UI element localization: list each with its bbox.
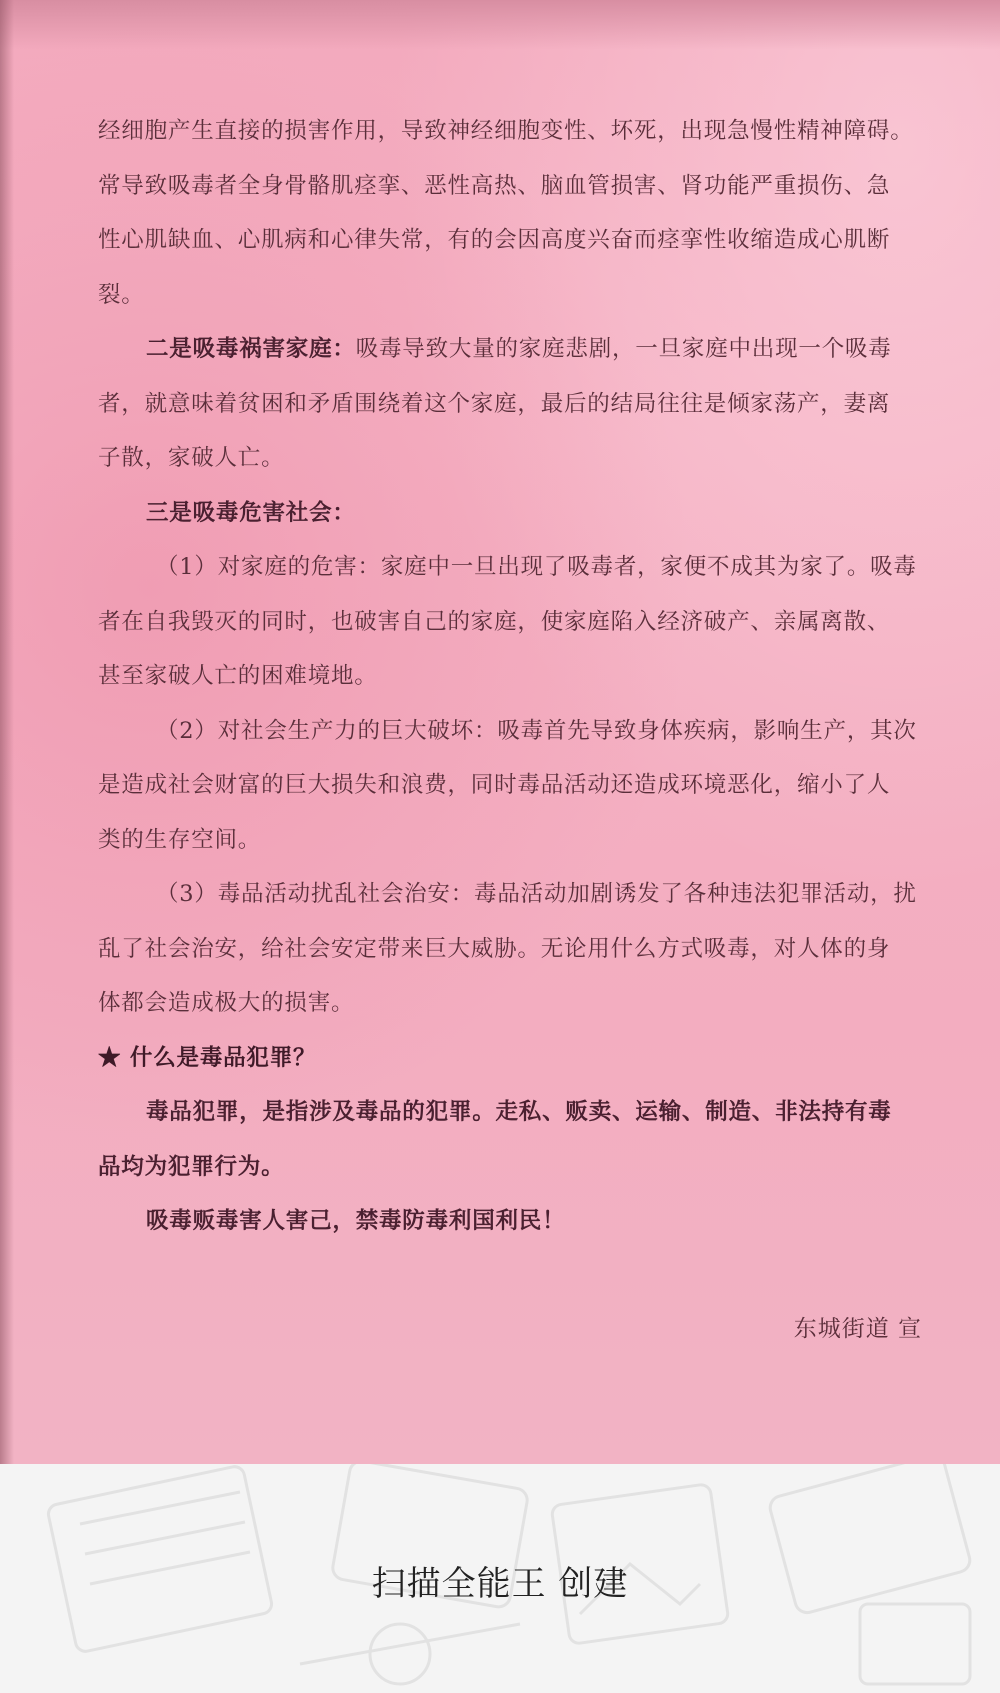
section2-first-line (98, 322, 920, 377)
text-line: 者，就意味着贫困和矛盾围绕着这个家庭，最后的结局往往是倾家荡产，妻离 (98, 390, 891, 417)
item1-line: 甚至家破人亡的困难境地。 (98, 663, 378, 689)
item2-line: 是造成社会财富的巨大损失和浪费，同时毒品活动还造成环境恶化，缩小了人 (98, 772, 891, 798)
text-line: 子散，家破人亡。 (98, 445, 285, 471)
section3-heading (98, 486, 920, 541)
item1-line: （1）对家庭的危害：家庭中一旦出现了吸毒者，家便不成其为家了。吸毒 (156, 554, 917, 580)
text-line: 性心肌缺血、心肌病和心律失常，有的会因高度兴奋而痉挛性收缩造成心肌断 (98, 227, 891, 253)
item3-line: 体都会造成极大的损害。 (98, 990, 355, 1016)
item1-line: 者在自我毁灭的同时，也破害自己的家庭，使家庭陷入经济破产、亲属离散、 (98, 608, 891, 635)
document-body (98, 104, 920, 1249)
section2-heading: 二是吸毒祸害家庭： (146, 336, 356, 362)
crime-heading (98, 1031, 920, 1086)
watermark-text: 扫描全能王 创建 (371, 1564, 629, 1604)
section3-heading-text: 三是吸毒危害社会： (146, 499, 356, 526)
crime-line: 毒品犯罪，是指涉及毒品的犯罪。走私、贩卖、运输、制造、非法持有毒 (146, 1099, 892, 1125)
text-line: 经细胞产生直接的损害作用，导致神经细胞变性、坏死，出现急慢性精神障碍。 (98, 118, 914, 144)
text-line: 常导致吸毒者全身骨骼肌痉挛、恶性高热、脑血管损害、肾功能严重损伤、急 (98, 172, 891, 199)
section2-text: 吸毒导致大量的家庭悲剧，一旦家庭中出现一个吸毒 (355, 336, 892, 362)
signature: 东城街道 宣 (793, 1316, 922, 1342)
paper-top-shadow (0, 0, 1000, 50)
crime-line: 品均为犯罪行为。 (98, 1153, 285, 1180)
item3-line: （3）毒品活动扰乱社会治安：毒品活动加剧诱发了各种违法犯罪活动，扰 (156, 881, 917, 907)
text-line: 裂。 (98, 281, 145, 308)
scanner-watermark-footer (0, 1464, 1000, 1693)
item3-line: 乱了社会治安，给社会安定带来巨大威胁。无论用什么方式吸毒，对人体的身 (98, 935, 891, 962)
slogan: 吸毒贩毒害人害己，禁毒防毒利国利民！ (146, 1208, 566, 1234)
item2-line: （2）对社会生产力的巨大破坏：吸毒首先导致身体疾病，影响生产，其次 (156, 717, 917, 744)
item2-line: 类的生存空间。 (98, 826, 262, 853)
crime-heading-text: ★ 什么是毒品犯罪？ (98, 1044, 317, 1071)
paper-left-edge (0, 0, 14, 1464)
